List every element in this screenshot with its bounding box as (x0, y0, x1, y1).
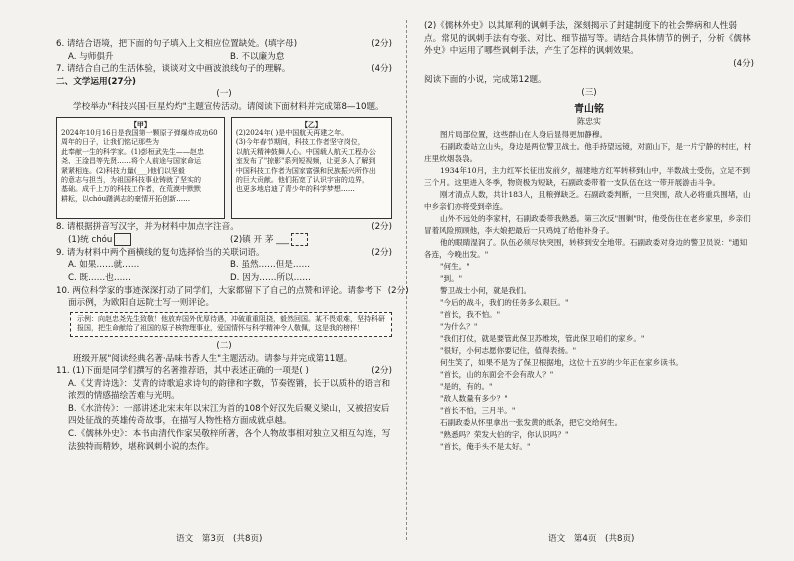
left-page (56, 38, 409, 453)
question-10 (56, 285, 409, 298)
story-paragraph: "首长，我不怕。" (440, 309, 501, 319)
q8-item-2 (230, 233, 392, 247)
q11-points: (2分) (371, 366, 392, 377)
part-2-heading: (二) (216, 340, 232, 351)
q9-points: (2分) (371, 247, 392, 258)
story-paragraph: 何生笑了，如果不是为了保卫根据地，这位十五岁的少年正在家乡读书。 (440, 357, 683, 367)
q8-text: 8. 请根据拼音写汉字，并为材料中加点字注音。 (56, 221, 239, 232)
story-author: 陈忠实 (577, 117, 601, 127)
story-paragraph: "很好，小何志愿你要记住，值得表扬。" (440, 345, 577, 355)
q11-option-b: B.《水浒传》：一部讲述北宋末年以宋江为首的108个好汉先后聚义梁山，又被招安后四处征战的英雄传奇故事，在描写人物性格方面成就卓越。 (68, 403, 390, 427)
box-a-line: 耕耘，以chóu躇满志的豪情开拓创新…… (61, 194, 191, 203)
question-7 (56, 63, 392, 76)
q9-option-d: D. 因为……所以…… (230, 272, 311, 283)
q8-item-1-text: (1)统 chóu (68, 235, 113, 246)
story-paragraph: "首长，俺手头不是太好。" (440, 441, 531, 451)
q9-options-row-1 (56, 259, 392, 272)
story-paragraph: 警卫战士小何，就是我们。 (440, 285, 532, 295)
part-1-intro: 学校举办"科技兴国·巨星灼灼"主题宣传活动。请阅读下面材料并完成第8—10题。 (73, 101, 384, 112)
q6-options (56, 51, 392, 64)
q7-text: 7. 请结合自己的生活体验，谈谈对文中画波浪线句子的理解。 (56, 64, 291, 75)
story-paragraph: 他的眼睛湿润了。队伍必须尽快突围，转移到安全地带。石副政委对身边的警卫员说："通知各连，今晚出发。" (424, 237, 748, 259)
story-paragraph: 图片局部位置，这些群山在人身后显得更加静穆。 (440, 129, 608, 139)
story-paragraph: 刚才清点人数，共计183人，且粮弹缺乏。石副政委判断，一旦突围，敌人必将重兵围堵，山中乡亲们亦将受到牵连。 (424, 189, 751, 211)
box-b-head: 【乙】 (300, 119, 322, 129)
story-paragraph: "到。" (440, 273, 463, 283)
page-divider (406, 20, 408, 540)
box-a-head: 【甲】 (129, 119, 151, 129)
q6-option-b: B. 不以廉为怠 (230, 51, 285, 62)
box-a-line: 的意志与担当，为祖国科技事业铸就了坚实的 (61, 176, 201, 184)
right-page (424, 20, 754, 453)
q9-text: 9. 请为材料中两个画横线的复句选择恰当的关联词语。 (56, 247, 265, 258)
box-b-line: (3)今年春节期间，科技工作者坚守岗位， (235, 138, 365, 147)
q10-text: 10. 两位科学家的事迹深深打动了同学们，大家都留下了自己的点赞和评论。请参考下 (56, 285, 382, 296)
q8-item-2-text: (2)镇 开 茅 ___ (230, 235, 290, 246)
page-footer-right: 语文 第4页 (共8页) (548, 534, 635, 544)
box-b-line: (2)2024年( )是中国航天再建之年。 (235, 128, 349, 137)
q9-option-b: B. 虽然……但是…… (230, 260, 311, 271)
q6-points: (2分) (371, 39, 392, 49)
q9-options-row-2 (56, 272, 392, 285)
story-paragraph: "熟悉吗？荣发大伯的字，你认识吗？" (440, 429, 569, 439)
box-a-line: 基础。成千上万的科技工作者，在荒漠中默默 (61, 185, 201, 194)
box-b-line: 的巨大贡献。他们拓宽了认识宇宙的边界， (235, 176, 369, 184)
story-paragraph: 石副政委站立山头，身边是两位警卫战士。他手持望远镜，对面山下，是一片宁静的村庄，村庄里炊烟袅袅。 (424, 141, 752, 163)
story-paragraph: "为什么？" (440, 321, 478, 331)
box-b-line: 以航天精神鼓舞人心。中国载人航天工程办公 (235, 147, 376, 156)
box-a-line: 2024年10月16日是我国第一颗原子弹爆炸成功60周年的日子，让我们铭记那些为 (61, 128, 218, 147)
story-paragraph: "首长不怕，三月半。" (440, 405, 516, 415)
box-a-line: 紧紧相连。(2)科技力量(___)他们以坚毅 (61, 166, 185, 175)
material-boxes (56, 117, 392, 219)
q8-points: (2分) (371, 221, 392, 232)
story-body (424, 129, 754, 453)
box-b-line: 中国科技工作者为国家富强和民族振兴所作出 (235, 166, 376, 175)
story-paragraph: "是的，有的。" (440, 381, 493, 391)
q8-item-1 (68, 233, 230, 247)
story-paragraph: "首长，山的东面会不会有敌人？" (440, 369, 554, 379)
q11-text: 11. (1)下面是同学们撰写的名著推荐语，其中表述正确的一项是( ) (56, 366, 309, 377)
story-paragraph: 山外不远处的李家村，石副政委带我熟悉。第三次反"围剿"时，他受伤住在老乡家里，乡亲们冒着风险照顾他，李大娘把最后一只鸡炖了给他补身子。 (424, 213, 751, 235)
question-8 (56, 221, 392, 234)
answer-cell[interactable] (114, 233, 131, 246)
section-heading: 二、文学运用(27分) (56, 76, 136, 87)
q8-items (56, 233, 392, 247)
answer-cell[interactable] (291, 233, 308, 246)
story-title: 青山铭 (574, 103, 604, 115)
material-box-b (231, 117, 392, 219)
story-paragraph: 石副政委从怀里拿出一张发黄的纸条，把它交给何生。 (440, 417, 623, 427)
material-box-a (56, 117, 225, 219)
story-paragraph: "我们打仗，就是要管此保卫苏维埃，管此保卫咱们的家乡。" (440, 333, 645, 343)
q11-option-c: C.《儒林外史》：本书由清代作家吴敬梓所著，各个人物故事相对独立又相互勾连，写法独特而精妙，堪称讽刺小说的杰作。 (68, 429, 391, 452)
sample-box: 示例：向赵忠尧先生致敬！他放弃国外优厚待遇，冲破重重阻挠，毅然回国。某不畏艰难，坚持科研报国，把生命献给了祖国的原子核物理事业，爱国情怀与科学精神令人敬佩，这是我的榜样！ (70, 312, 392, 337)
page-footer-left: 语文 第3页 (共8页) (176, 534, 263, 544)
part-1-heading: (一) (216, 89, 232, 100)
box-b-line: 也更多地启迪了青少年的科学梦想…… (235, 185, 355, 194)
q6-text: 6. 请结合语境，把下面的句子填入上文相应位置缺处。(填字母) (56, 39, 298, 49)
q9-option-a: A. 如果……就…… (68, 260, 140, 271)
box-a-line: 尧、王淦昌等先贤……将个人前途与国家命运 (61, 157, 201, 166)
question-11-2 (424, 20, 754, 58)
story-paragraph: 1934年10月，主力红军长征出发前夕，福建地方红军转移到山中，半数战士受伤，立足不到三个月。这里进入冬季，物资极为短缺，石副政委带着一支队伍在这一带开展游击斗争。 (424, 165, 750, 187)
part-2-intro: 班级开展"阅读经典名著·品味书香人生"主题活动。请参与并完成第11题。 (73, 353, 353, 364)
q7-points: (4分) (371, 64, 392, 75)
story-paragraph: "今后的战斗，我们的任务多么艰巨。" (440, 297, 569, 307)
q11-option-a: A.《艾青诗选》：艾青的诗歌追求诗句的韵律和字数，节奏铿锵，长于以质朴的语言和浓烈的情感描绘苦难与光明。 (68, 378, 391, 402)
q6-option-a: A. 与师俱升 (68, 51, 114, 62)
q10-points: (2分) (387, 285, 409, 296)
story-paragraph: "敌人数量有多少？" (440, 393, 508, 403)
question-11 (56, 365, 392, 378)
q10-continued: 面示例，为欧阳自远院士写一则评论。 (68, 298, 215, 309)
box-b-line: 室发布了"掠影"系列短视频，让更多人了解到 (235, 157, 376, 166)
box-a-line: 此奉献一生的科学家。(1)彭桓武先生——赵忠 (61, 147, 204, 156)
part-3-heading: (三) (581, 87, 597, 98)
part-3-intro: 阅读下面的小说，完成第12题。 (424, 75, 547, 86)
story-paragraph: "何生。" (440, 261, 470, 271)
question-6 (56, 38, 392, 51)
question-9 (56, 247, 392, 260)
q9-option-c: C. 既……也…… (68, 272, 132, 283)
q11-2-points: (4分) (733, 58, 754, 69)
q11-2-text: (2)《儒林外史》以其犀利的讽刺手法，深刻揭示了封建制度下的社会弊病和人性弱点。常见的讽刺手法有夸张、对比、细节描写等。请结合具体情节的例子，分析《儒林外史》中运用了哪些讽刺手法，产生了怎样的讽刺效果。 (424, 21, 751, 57)
